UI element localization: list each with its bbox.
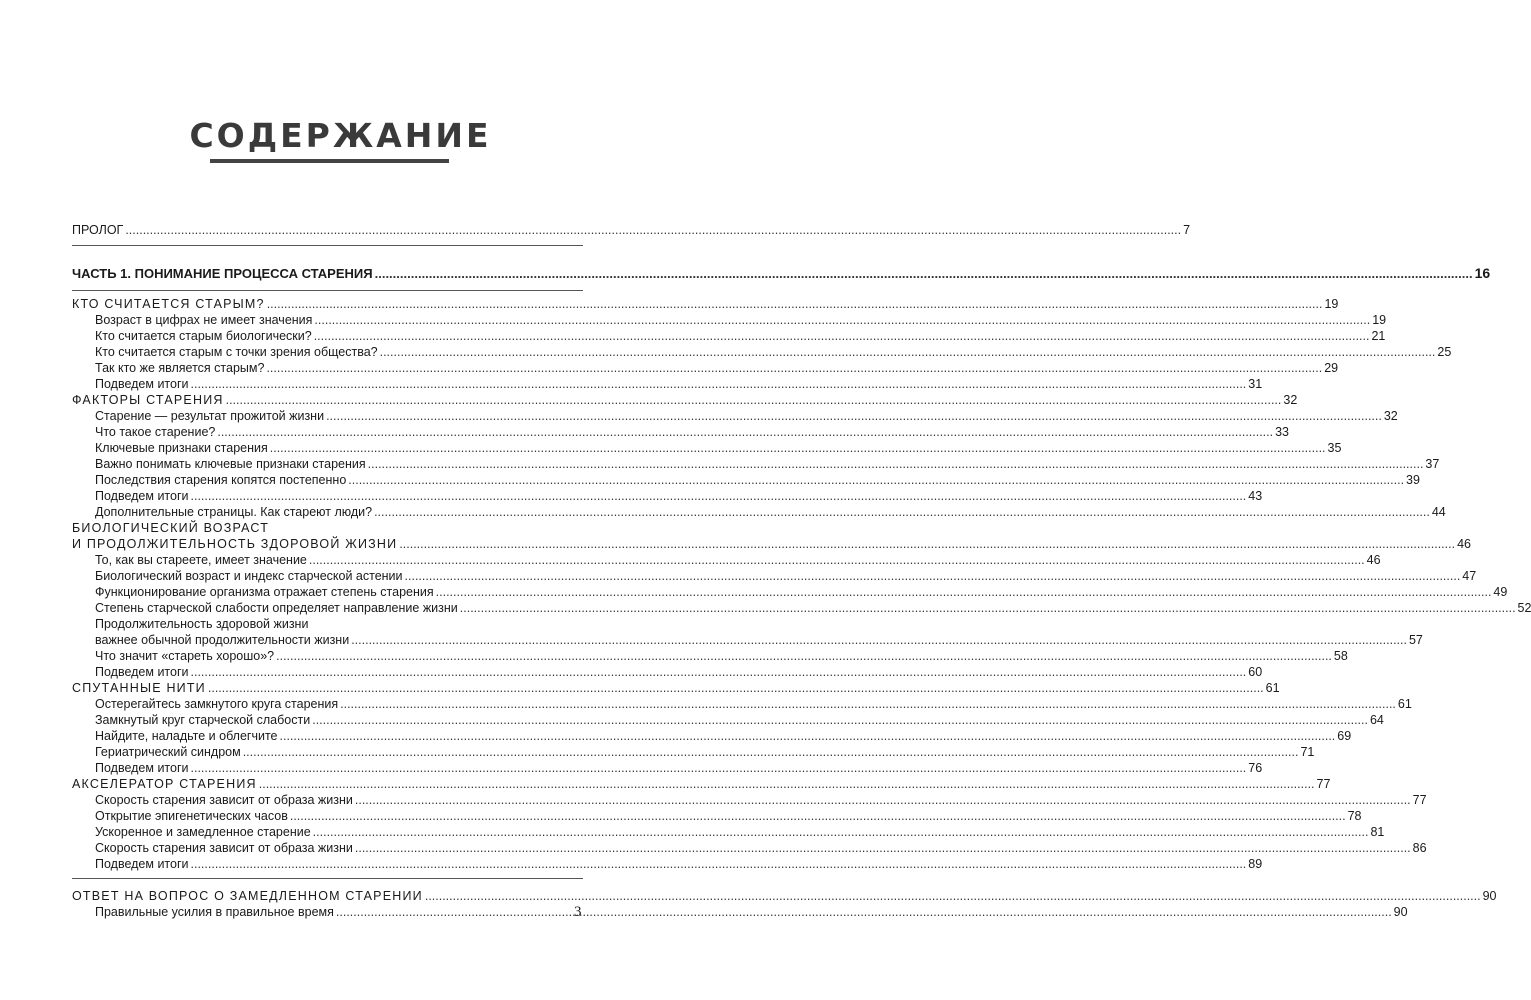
dot-leader	[191, 664, 1247, 680]
dot-leader	[313, 824, 1369, 840]
toc-entry-title: Ускоренное и замедленное старение	[95, 825, 311, 839]
toc-entry-page: 32	[1283, 393, 1298, 407]
toc-entry-part[interactable]	[72, 265, 1491, 281]
dot-leader	[191, 856, 1247, 872]
dot-leader	[270, 440, 1326, 456]
toc-entry-page: 81	[1370, 825, 1385, 839]
toc-section[interactable]	[72, 680, 1280, 696]
toc-entry-title: Что значит «стареть хорошо»?	[95, 649, 275, 663]
toc-entry-page: 78	[1347, 809, 1362, 823]
toc-subentry[interactable]	[72, 376, 1263, 392]
toc-entry-prolog[interactable]	[72, 222, 1191, 238]
toc-entry-page: 47	[1462, 569, 1477, 583]
toc-subentry[interactable]	[72, 488, 1263, 504]
toc-section-title: ОТВЕТ НА ВОПРОС О ЗАМЕДЛЕННОМ СТАРЕНИИ	[72, 889, 423, 903]
toc-section-title: СПУТАННЫЕ НИТИ	[72, 681, 206, 695]
toc-subentry[interactable]	[72, 632, 1423, 648]
toc-entry-title: важнее обычной продолжительности жизни	[95, 633, 350, 647]
toc-section[interactable]	[72, 776, 1331, 792]
toc-subentry[interactable]	[72, 696, 1412, 712]
toc-entry-title: То, как вы стареете, имеет значение	[95, 553, 307, 567]
toc-subentry[interactable]	[72, 712, 1384, 728]
table-of-contents	[72, 222, 1531, 920]
toc-subentry[interactable]	[72, 728, 1352, 744]
toc-subentry[interactable]	[72, 344, 1452, 360]
dot-leader	[336, 904, 1392, 920]
toc-entry-title: Подведем итоги	[95, 761, 189, 775]
toc-entry-title: Кто считается старым биологически?	[95, 329, 312, 343]
dot-leader	[405, 568, 1461, 584]
toc-subentry[interactable]	[72, 472, 1420, 488]
toc-entry-title: Биологический возраст и индекс старческой астении	[95, 569, 403, 583]
toc-entry-page: 29	[1324, 361, 1339, 375]
toc-entry-title: Кто считается старым с точки зрения общества?	[95, 345, 378, 359]
toc-entry-page: 61	[1397, 697, 1412, 711]
toc-entry-page: 71	[1300, 745, 1315, 759]
toc-entry-page: 76	[1248, 761, 1263, 775]
dot-leader	[374, 504, 1430, 520]
toc-subentry[interactable]	[72, 856, 1263, 872]
toc-section[interactable]	[72, 392, 1298, 408]
dot-leader	[217, 424, 1273, 440]
toc-entry-title: Открытие эпигенетических часов	[95, 809, 288, 823]
dot-leader	[191, 760, 1247, 776]
toc-section[interactable]	[72, 296, 1339, 312]
toc-entry-title: Подведем итоги	[95, 665, 189, 679]
toc-entry-page: 77	[1412, 793, 1427, 807]
toc-section-title: КТО СЧИТАЕТСЯ СТАРЫМ?	[72, 297, 265, 311]
toc-entry-page: 16	[1474, 265, 1491, 281]
page-number: 3	[574, 904, 582, 920]
dot-leader	[399, 536, 1455, 552]
dot-leader	[309, 552, 1365, 568]
toc-entry-page: 32	[1383, 409, 1398, 423]
toc-entry-page: 60	[1248, 665, 1263, 679]
toc-entry-page: 43	[1248, 489, 1263, 503]
toc-entry-title: Что такое старение?	[95, 425, 216, 439]
toc-entry-title: Ключевые признаки старения	[95, 441, 268, 455]
toc-entry-page: 46	[1366, 553, 1381, 567]
dot-leader	[460, 600, 1516, 616]
toc-subentry[interactable]	[72, 840, 1427, 856]
dot-leader	[340, 696, 1396, 712]
dot-leader	[208, 680, 1264, 696]
toc-subentry[interactable]	[72, 904, 1408, 920]
toc-subentry[interactable]	[72, 360, 1339, 376]
toc-entry-page: 7	[1183, 223, 1191, 237]
toc-section-title-line: БИОЛОГИЧЕСКИЙ ВОЗРАСТ	[72, 521, 270, 535]
dot-leader	[226, 392, 1282, 408]
dot-leader	[266, 360, 1322, 376]
dot-leader	[276, 648, 1332, 664]
dot-leader	[375, 266, 1473, 282]
toc-entry-page: 52	[1517, 601, 1531, 615]
toc-entry-page: 89	[1248, 857, 1263, 871]
dot-leader	[280, 728, 1336, 744]
toc-entry-title: Важно понимать ключевые признаки старения	[95, 457, 366, 471]
toc-entry-page: 69	[1337, 729, 1352, 743]
toc-entry-title: Степень старческой слабости определяет направление жизни	[95, 601, 458, 615]
toc-entry-page: 46	[1457, 537, 1471, 551]
toc-subentry[interactable]	[72, 440, 1342, 456]
divider	[72, 878, 583, 879]
dot-leader	[355, 840, 1411, 856]
toc-subentry[interactable]	[72, 456, 1440, 472]
toc-subentry[interactable]	[72, 664, 1263, 680]
dot-leader	[290, 808, 1346, 824]
toc-entry-page: 37	[1425, 457, 1440, 471]
toc-subentry[interactable]	[72, 328, 1386, 344]
toc-entry-page: 49	[1493, 585, 1508, 599]
dot-leader	[425, 888, 1481, 904]
toc-subentry[interactable]	[72, 760, 1263, 776]
dot-leader	[259, 776, 1315, 792]
toc-subentry[interactable]	[72, 744, 1315, 760]
dot-leader	[348, 472, 1404, 488]
dot-leader	[314, 312, 1370, 328]
toc-subentry[interactable]	[72, 648, 1348, 664]
toc-entry-page: 19	[1324, 297, 1339, 311]
toc-entry-title: Подведем итоги	[95, 857, 189, 871]
toc-subentry[interactable]	[72, 408, 1398, 424]
toc-entry-title: Остерегайтесь замкнутого круга старения	[95, 697, 339, 711]
toc-section-title: И ПРОДОЛЖИТЕЛЬНОСТЬ ЗДОРОВОЙ ЖИЗНИ	[72, 537, 398, 551]
toc-subentry-title-line: Продолжительность здоровой жизни	[95, 617, 309, 631]
divider	[72, 245, 583, 246]
toc-entry-page: 33	[1275, 425, 1290, 439]
dot-leader	[243, 744, 1299, 760]
toc-entry-page: 25	[1437, 345, 1452, 359]
toc-entry-page: 77	[1316, 777, 1331, 791]
toc-entry-title: Правильные усилия в правильное время	[95, 905, 334, 919]
dot-leader	[326, 408, 1382, 424]
toc-entry-page: 61	[1265, 681, 1280, 695]
dot-leader	[125, 222, 1181, 238]
toc-entry-page: 58	[1333, 649, 1348, 663]
toc-entry-page: 86	[1412, 841, 1427, 855]
toc-entry-title: Функционирование организма отражает степень старения	[95, 585, 434, 599]
toc-subentry[interactable]	[72, 568, 1477, 584]
toc-entry-title: ПРОЛОГ	[72, 223, 124, 237]
toc-entry-page: 19	[1372, 313, 1387, 327]
dot-leader	[436, 584, 1492, 600]
dot-leader	[191, 488, 1247, 504]
toc-entry-page: 31	[1248, 377, 1263, 391]
toc-entry-title: Старение — результат прожитой жизни	[95, 409, 325, 423]
dot-leader	[351, 632, 1407, 648]
toc-section[interactable]	[72, 888, 1497, 904]
toc-entry-title: Возраст в цифрах не имеет значения	[95, 313, 313, 327]
toc-entry-page: 90	[1482, 889, 1497, 903]
toc-entry-title: Скорость старения зависит от образа жизни	[95, 793, 353, 807]
toc-subentry[interactable]	[72, 552, 1381, 568]
toc-section-title: ФАКТОРЫ СТАРЕНИЯ	[72, 393, 224, 407]
toc-subentry[interactable]	[72, 584, 1508, 600]
toc-entry-page: 39	[1406, 473, 1420, 487]
toc-section-title: АКСЕЛЕРАТОР СТАРЕНИЯ	[72, 777, 257, 791]
toc-subentry[interactable]	[72, 792, 1427, 808]
divider	[72, 290, 583, 291]
toc-entry-page: 57	[1408, 633, 1423, 647]
toc-entry-page: 90	[1393, 905, 1408, 919]
toc-entry-title: Подведем итоги	[95, 377, 189, 391]
dot-leader	[191, 376, 1247, 392]
toc-entry-page: 64	[1369, 713, 1384, 727]
toc-entry-page: 21	[1371, 329, 1386, 343]
toc-entry-title: Замкнутый круг старческой слабости	[95, 713, 311, 727]
toc-entry-title: Последствия старения копятся постепенно	[95, 473, 347, 487]
dot-leader	[314, 328, 1370, 344]
dot-leader	[368, 456, 1424, 472]
toc-subentry[interactable]	[72, 824, 1385, 840]
toc-subentry[interactable]	[72, 808, 1362, 824]
toc-entry-title: Так кто же является старым?	[95, 361, 265, 375]
toc-entry-title: Гериатрический синдром	[95, 745, 241, 759]
toc-subentry[interactable]	[72, 600, 1531, 616]
dot-leader	[312, 712, 1368, 728]
dot-leader	[380, 344, 1436, 360]
toc-entry-title: Дополнительные страницы. Как стареют люди?	[95, 505, 373, 519]
dot-leader	[267, 296, 1323, 312]
dot-leader	[355, 792, 1411, 808]
toc-entry-title: ЧАСТЬ 1. ПОНИМАНИЕ ПРОЦЕССА СТАРЕНИЯ	[72, 266, 373, 281]
toc-entry-title: Скорость старения зависит от образа жизни	[95, 841, 353, 855]
toc-subentry[interactable]	[72, 504, 1446, 520]
toc-section[interactable]	[72, 536, 1471, 552]
toc-entry-title: Подведем итоги	[95, 489, 189, 503]
toc-subentry[interactable]	[72, 424, 1290, 440]
title-underline	[210, 159, 449, 163]
toc-subentry[interactable]	[72, 312, 1387, 328]
page-title: СОДЕРЖАНИЕ	[189, 116, 492, 155]
toc-entry-title: Найдите, наладьте и облегчите	[95, 729, 278, 743]
toc-entry-page: 44	[1431, 505, 1446, 519]
toc-entry-page: 35	[1327, 441, 1342, 455]
